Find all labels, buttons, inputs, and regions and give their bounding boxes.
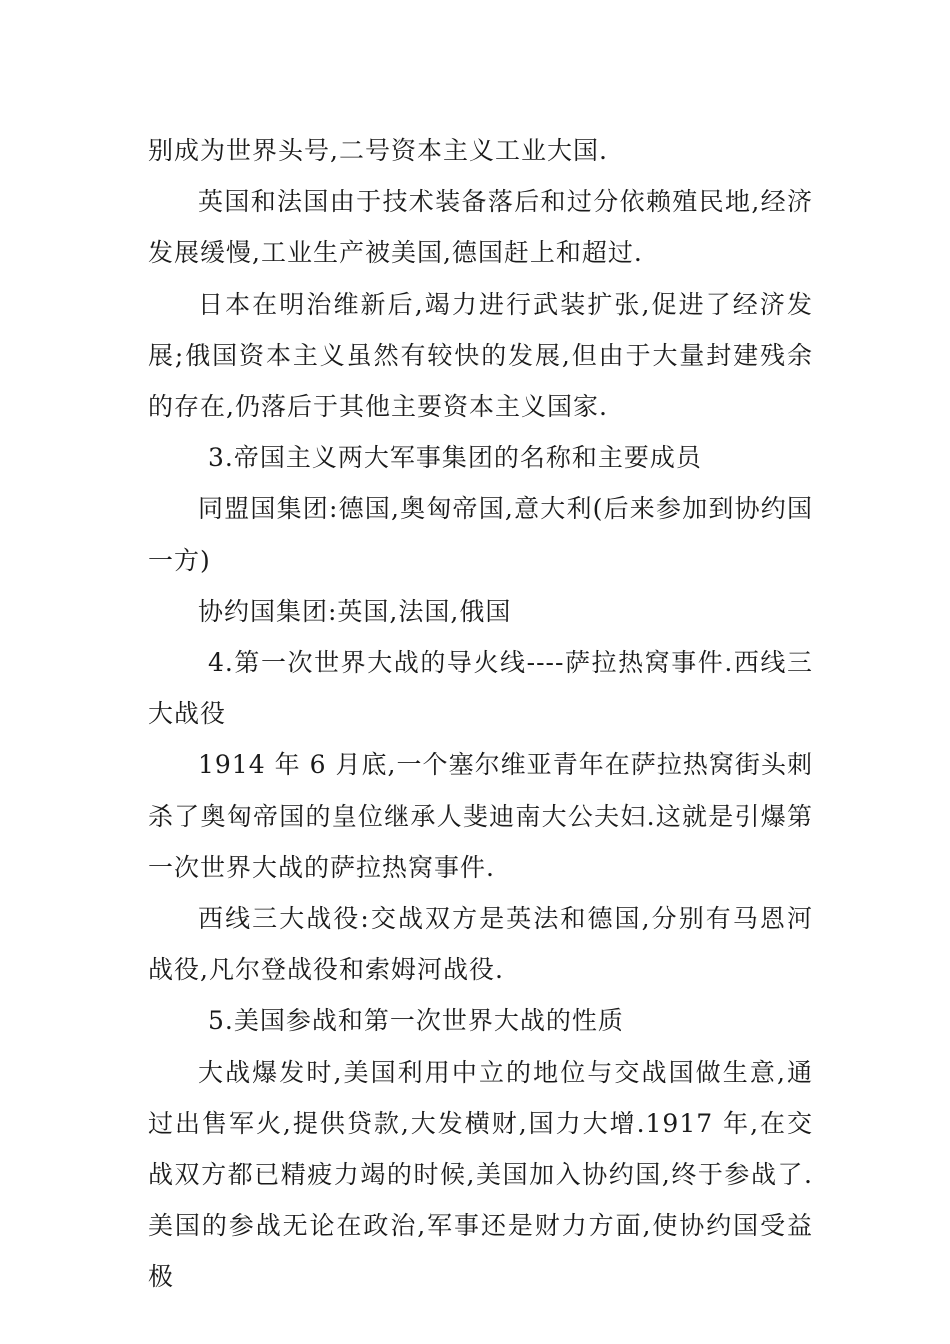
section-heading-3: 3.帝国主义两大军事集团的名称和主要成员 <box>208 443 702 473</box>
paragraph-sarajevo: 1914 年 6 月底,一个塞尔维亚青年在萨拉热窝街头刺杀了奥匈帝国的皇位继承人斐迪南大公夫妇.这就是引爆第一次世界大战的萨拉热窝事件. <box>148 750 813 882</box>
section-heading-5: 5.美国参战和第一次世界大战的性质 <box>208 1006 624 1036</box>
paragraph-entente: 协约国集团:英国,法国,俄国 <box>198 596 512 626</box>
paragraph-us-entry: 大战爆发时,美国利用中立的地位与交战国做生意,通过出售军火,提供贷款,大发横财,国力大增.1917 年,在交战双方都已精疲力竭的时候,美国加入协约国,终于参战了.美国的参战无论在政治,军事还是财力方面,使协约国受益极 <box>148 1057 813 1292</box>
section-heading-4: 4.第一次世界大战的导火线----萨拉热窝事件.西线三大战役 <box>148 648 813 729</box>
paragraph-japan-russia: 日本在明治维新后,竭力进行武装扩张,促进了经济发展;俄国资本主义虽然有较快的发展,但由于大量封建残余的存在,仍落后于其他主要资本主义国家. <box>148 289 813 422</box>
paragraph-central-powers: 同盟国集团:德国,奥匈帝国,意大利(后来参加到协约国一方) <box>148 494 813 575</box>
paragraph-continuation: 别成为世界头号,二号资本主义工业大国. <box>148 136 608 165</box>
body-text <box>148 125 813 1303</box>
paragraph-western-front: 西线三大战役:交战双方是英法和德国,分别有马恩河战役,凡尔登战役和索姆河战役. <box>148 904 813 985</box>
paragraph-britain-france: 英国和法国由于技术装备落后和过分依赖殖民地,经济发展缓慢,工业生产被美国,德国赶上和超过. <box>148 187 813 268</box>
